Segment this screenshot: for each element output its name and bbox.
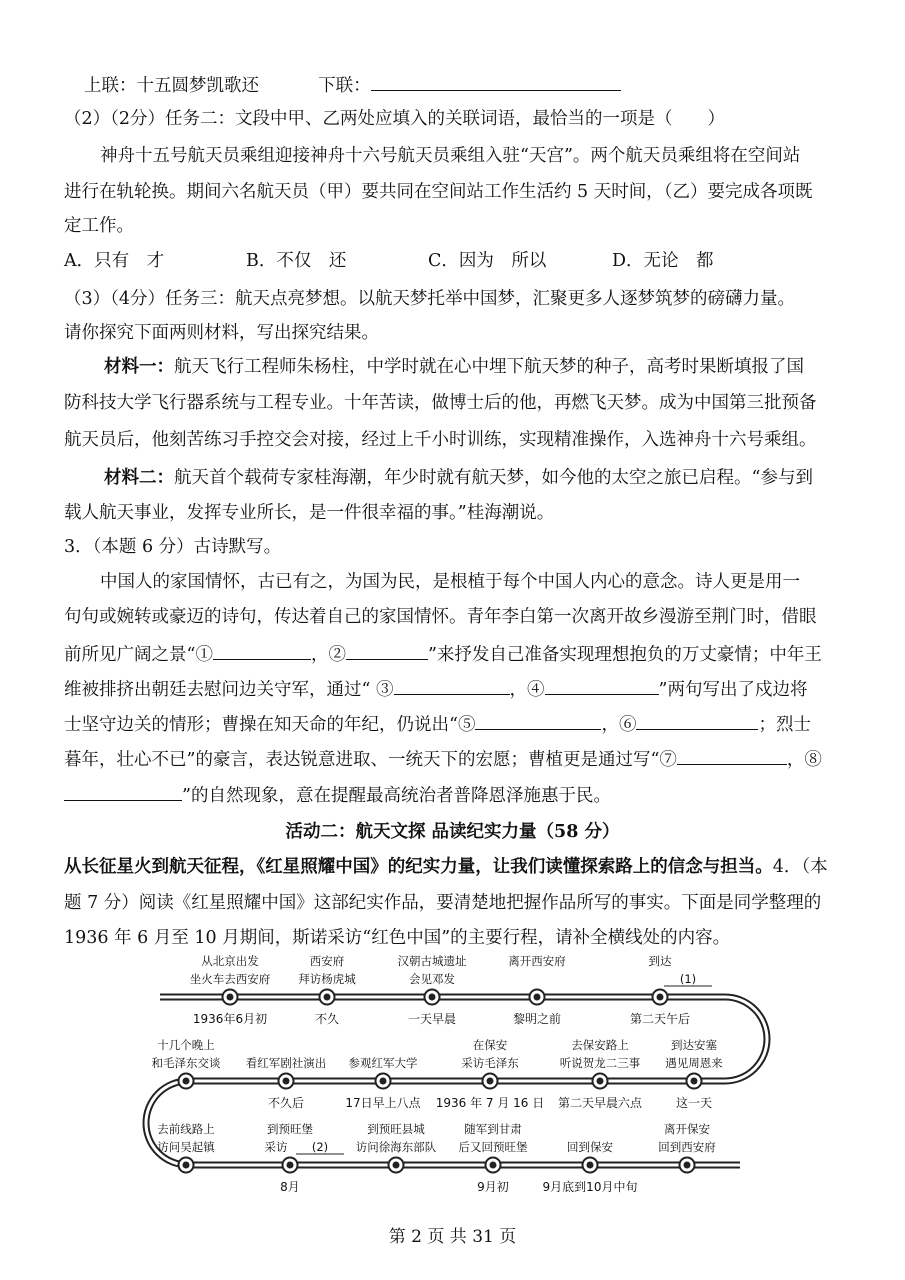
timeline-stop-dot <box>324 994 331 1001</box>
timeline-stop-dot <box>490 1162 497 1169</box>
timeline-stop-dot <box>429 994 436 1001</box>
timeline-stop-dot <box>227 994 234 1001</box>
timeline-answer-blank-label: (2) <box>311 1140 329 1154</box>
timeline-stop-event: 采访 <box>264 1140 288 1154</box>
activity-2-title: 活动二：航天文探 品读纪实力量（58 分） <box>285 822 620 842</box>
poem-passage-line: 句句或婉转或豪迈的诗句，传达着自己的家国情怀。青年李白第一次离开故乡漫游至荆门时，借眼 <box>64 607 817 627</box>
timeline-stop-date: 1936年6月初 <box>192 1012 268 1026</box>
timeline-stop-dot <box>684 1162 691 1169</box>
timeline-stop-place: 去保安路上 <box>571 1038 629 1052</box>
timeline-stop-dot <box>393 1162 400 1169</box>
timeline-stop-event: 遇见周恩来 <box>665 1056 723 1070</box>
intro-bold: 从长征星火到航天征程，《红星照耀中国》的纪实力量，让我们读懂探索路上的信念与担当。 <box>64 857 773 877</box>
poem-passage-line <box>64 744 822 773</box>
poem-passage-line <box>64 780 611 809</box>
timeline-stop-date: 黎明之前 <box>512 1012 562 1026</box>
timeline-stop-event: 看红军剧社演出 <box>245 1056 327 1070</box>
blank-1[interactable] <box>213 639 311 660</box>
timeline-stop-dot <box>587 1162 594 1169</box>
timeline-stop-date: 第二天午后 <box>629 1012 691 1026</box>
passage-line: 定工作。 <box>64 216 134 236</box>
poem-passage-line <box>64 709 811 738</box>
material-1-line: 防科技大学飞行器系统与工程专业。十年苦读，做博士后的他，再燃飞天梦。成为中国第三批预备 <box>64 393 817 413</box>
poem-passage-line <box>64 639 822 668</box>
timeline-stop-date: 1936 年 7 月 16 日 <box>435 1096 545 1110</box>
timeline-stop-date: 第二天早晨六点 <box>557 1096 643 1110</box>
timeline-stop-dot <box>534 994 541 1001</box>
question-4-intro <box>64 854 828 880</box>
material-2 <box>104 465 813 491</box>
timeline-stop-dot <box>283 1078 290 1085</box>
timeline-stop-event: 回到西安府 <box>658 1140 716 1154</box>
couplet-line <box>84 70 621 99</box>
option-b[interactable]: B．不仅 还 <box>246 251 347 271</box>
timeline-stop-date: 不久 <box>314 1012 340 1026</box>
timeline-stop-place: 在保安 <box>472 1038 508 1052</box>
timeline-stop-dot <box>597 1078 604 1085</box>
timeline-stop-date: 一天早晨 <box>407 1012 457 1026</box>
timeline-stop-dot <box>183 1078 190 1085</box>
question-3-title: 3．（本题 6 分）古诗默写。 <box>64 537 282 557</box>
blank-8[interactable] <box>64 780 182 801</box>
timeline-stop-dot <box>183 1162 190 1169</box>
blank-3[interactable] <box>394 674 510 695</box>
timeline-stop-place: 西安府 <box>309 954 345 968</box>
option-a[interactable]: A．只有 才 <box>64 251 165 271</box>
poem-text: ，⑥ <box>601 715 637 735</box>
question-3-instruction: 请你探究下面两则材料，写出探究结果。 <box>64 323 379 343</box>
timeline-stop-date: 17日早上八点 <box>345 1096 421 1110</box>
timeline-stop-dot <box>657 994 664 1001</box>
poem-text: ，⑧ <box>786 750 822 770</box>
poem-text: 士坚守边关的情形；曹操在知天命的年纪，仍说出“⑤ <box>64 715 476 735</box>
poem-text: ”来抒发自己准备实现理想抱负的万丈豪情；中年王 <box>427 645 822 665</box>
timeline-stop-event: 听说贺龙二三事 <box>559 1056 641 1070</box>
timeline-stop-place: 十几个晚上 <box>157 1038 215 1052</box>
timeline-stop-date: 8月 <box>280 1180 300 1194</box>
question-3: （3）（4分）任务三：航天点亮梦想。以航天梦托举中国梦，汇聚更多人逐梦筑梦的磅礴力量。 <box>64 289 796 309</box>
blank-7[interactable] <box>677 744 787 765</box>
timeline-stop-event: 参观红军大学 <box>348 1056 418 1070</box>
timeline-stop-place: 到达 <box>648 954 672 968</box>
poem-text: ”的自然现象，意在提醒最高统治者普降恩泽施惠于民。 <box>182 786 611 806</box>
timeline-stop-place: 离开西安府 <box>508 954 566 968</box>
material-2-label: 材料二： <box>104 468 174 488</box>
intro-rest: 4．（本 <box>772 857 828 877</box>
material-2-line: 载人航天事业，发挥专业所长，是一件很幸福的事。”桂海潮说。 <box>64 503 555 523</box>
timeline-answer-blank-label: (1) <box>679 972 697 986</box>
lower-couplet-label: 下联： <box>318 76 371 96</box>
timeline-stop-place: 离开保安 <box>664 1122 710 1136</box>
blank-6[interactable] <box>636 709 758 730</box>
material-2-text: 航天首个载荷专家桂海潮，年少时就有航天梦，如今他的太空之旅已启程。“参与到 <box>174 468 813 488</box>
timeline-stop-event: 回到保安 <box>567 1140 613 1154</box>
blank-5[interactable] <box>475 709 601 730</box>
timeline-stop-event: 采访毛泽东 <box>461 1056 519 1070</box>
question-2: （2）（2分）任务二：文段中甲、乙两处应填入的关联词语，最恰当的一项是（ ） <box>64 109 726 129</box>
timeline-stop-place: 到预旺堡 <box>267 1122 313 1136</box>
itinerary-timeline <box>0 950 905 1210</box>
timeline-stop-dot <box>691 1078 698 1085</box>
poem-text: ；烈士 <box>758 715 811 735</box>
poem-passage-line <box>64 674 807 703</box>
timeline-stop-event: 坐火车去西安府 <box>189 972 271 986</box>
timeline-stop-event: 拜访杨虎城 <box>298 972 356 986</box>
timeline-stop-date: 9月初 <box>477 1180 509 1194</box>
poem-text: 维被排挤出朝廷去慰问边关守军，通过“ ③ <box>64 680 394 700</box>
timeline-stop-date: 这一天 <box>675 1096 713 1110</box>
passage-line: 神舟十五号航天员乘组迎接神舟十六号航天员乘组入驻“天宫”。两个航天员乘组将在空间站 <box>100 146 801 166</box>
poem-passage-line: 中国人的家国情怀，古已有之，为国为民，是根植于每个中国人内心的意念。诗人更是用一 <box>100 572 800 592</box>
timeline-stop-event: 会见邓发 <box>409 972 455 986</box>
page-footer: 第 2 页 共 31 页 <box>388 1227 517 1247</box>
question-4-line: 1936 年 6 月至 10 月期间，斯诺采访“红色中国”的主要行程，请补全横线处的内容。 <box>64 928 731 948</box>
timeline-stop-place: 到预旺县城 <box>367 1122 425 1136</box>
timeline-stop-event: 和毛泽东交谈 <box>151 1056 221 1070</box>
timeline-stop-event: 后又回预旺堡 <box>458 1140 528 1154</box>
timeline-stop-dot <box>380 1078 387 1085</box>
option-d[interactable]: D．无论 都 <box>612 251 714 271</box>
material-1-line: 航天员后，他刻苦练习手控交会对接，经过上千小时训练，实现精准操作，入选神舟十六号乘组。 <box>64 430 817 450</box>
timeline-stop-event: 访问吴起镇 <box>157 1140 215 1154</box>
answer-blank[interactable] <box>371 70 621 91</box>
material-1 <box>104 354 804 380</box>
blank-2[interactable] <box>346 639 428 660</box>
poem-text: ，② <box>310 645 346 665</box>
timeline-stop-place: 到达安塞 <box>671 1038 717 1052</box>
material-1-text: 航天飞行工程师朱杨柱，中学时就在心中埋下航天梦的种子，高考时果断填报了国 <box>174 357 804 377</box>
poem-text: ”两句写出了戍边将 <box>658 680 808 700</box>
poem-text: 前所见广阔之景“① <box>64 645 213 665</box>
upper-couplet: 上联：十五圆梦凯歌还 <box>84 76 259 96</box>
timeline-stop-date: 不久后 <box>267 1096 305 1110</box>
timeline-stop-place: 汉朝古城遗址 <box>397 954 467 968</box>
timeline-stop-event: 访问徐海东部队 <box>355 1140 437 1154</box>
timeline-stop-place: 随军到甘肃 <box>464 1122 522 1136</box>
timeline-stop-date: 9月底到10月中旬 <box>542 1180 638 1194</box>
question-4-line: 题 7 分）阅读《红星照耀中国》这部纪实作品，要清楚地把握作品所写的事实。下面是同学整理的 <box>64 893 822 913</box>
material-1-label: 材料一： <box>104 357 174 377</box>
timeline-stop-place: 从北京出发 <box>201 954 259 968</box>
timeline-stop-dot <box>287 1162 294 1169</box>
blank-4[interactable] <box>545 674 659 695</box>
timeline-stop-place: 去前线路上 <box>157 1122 215 1136</box>
option-c[interactable]: C．因为 所以 <box>428 251 547 271</box>
timeline-stop-dot <box>487 1078 494 1085</box>
poem-text: 暮年，壮心不已”的豪言，表达锐意进取、一统天下的宏愿；曹植更是通过写“⑦ <box>64 750 677 770</box>
passage-line: 进行在轨轮换。期间六名航天员（甲）要共同在空间站工作生活约 5 天时间，（乙）要完成各项既 <box>64 182 813 202</box>
poem-text: ，④ <box>509 680 545 700</box>
